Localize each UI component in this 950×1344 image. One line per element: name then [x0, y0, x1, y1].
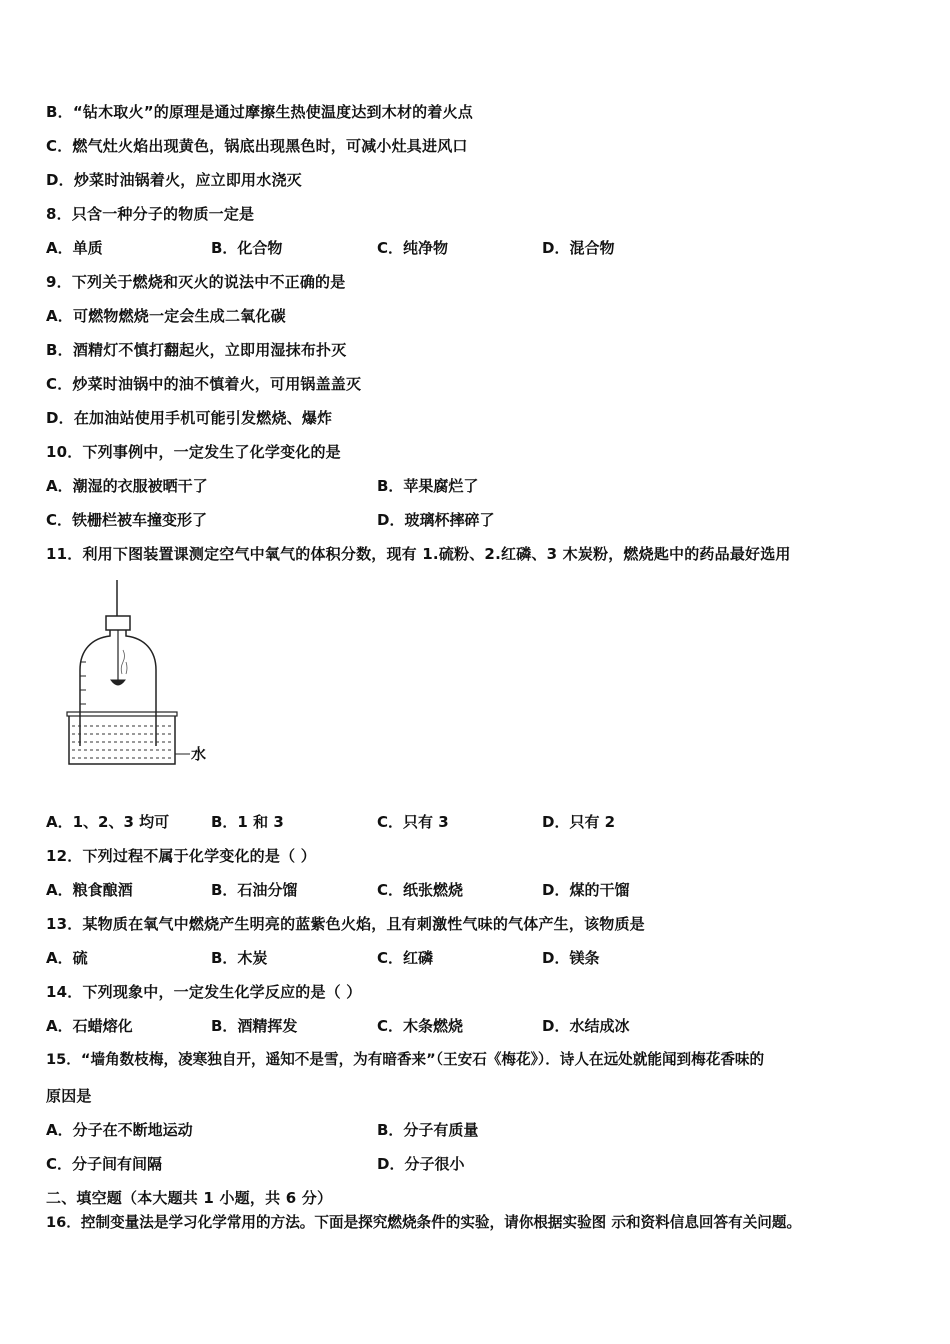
q8-option-d: D．混合物 — [542, 239, 615, 257]
water-label: 水 — [191, 745, 207, 763]
q15-option-a: A．分子在不断地运动 — [46, 1121, 193, 1139]
q15-stem-line1: 15．“墙角数枝梅，凌寒独自开，遥知不是雪，为有暗香来”（王安石《梅花》）．诗人在远处就能闻到梅花香味的 — [46, 1051, 765, 1068]
q9-option-c: C．炒菜时油锅中的油不慎着火，可用锅盖盖灭 — [46, 375, 362, 393]
q13-option-a: A．硫 — [46, 949, 88, 967]
q15-option-d: D．分子很小 — [377, 1155, 465, 1173]
q9-option-b: B．酒精灯不慎打翻起火，立即用湿抹布扑灭 — [46, 341, 347, 359]
q11-option-c: C．只有 3 — [377, 813, 449, 831]
q14-option-b: B．酒精挥发 — [211, 1017, 298, 1035]
q16-stem: 16．控制变量法是学习化学常用的方法。下面是探究燃烧条件的实验，请你根据实验图 示和资料信息回答有关问题。 — [46, 1214, 802, 1231]
q12-option-d: D．煤的干馏 — [542, 881, 630, 899]
q12-option-c: C．纸张燃烧 — [377, 881, 464, 899]
q13-option-b: B．木炭 — [211, 949, 268, 967]
q8-option-c: C．纯净物 — [377, 239, 449, 257]
q12-option-b: B．石油分馏 — [211, 881, 298, 899]
q14-option-d: D．水结成冰 — [542, 1017, 630, 1035]
q7-option-c: C．燃气灶火焰出现黄色，锅底出现黑色时，可减小灶具进风口 — [46, 137, 468, 155]
q10-stem: 10．下列事例中，一定发生了化学变化的是 — [46, 443, 341, 461]
q11-option-a: A．1、2、3 均可 — [46, 813, 170, 831]
q9-option-a: A．可燃物燃烧一定会生成二氧化碳 — [46, 307, 286, 325]
q12-option-a: A．粮食酿酒 — [46, 881, 133, 899]
q15-stem-line2: 原因是 — [46, 1087, 92, 1105]
section-2-heading: 二、填空题（本大题共 1 小题，共 6 分） — [46, 1189, 333, 1207]
q11-option-b: B．1 和 3 — [211, 813, 284, 831]
q15-option-c: C．分子间有间隔 — [46, 1155, 163, 1173]
q10-option-d: D．玻璃杯摔碎了 — [377, 511, 495, 529]
q11-option-d: D．只有 2 — [542, 813, 616, 831]
q9-stem: 9．下列关于燃烧和灭火的说法中不正确的是 — [46, 273, 346, 291]
q10-option-b: B．苹果腐烂了 — [377, 477, 479, 495]
q13-stem: 13．某物质在氧气中燃烧产生明亮的蓝紫色火焰，且有刺激性气味的气体产生，该物质是 — [46, 915, 645, 933]
q14-stem: 14．下列现象中，一定发生化学反应的是（ ） — [46, 983, 362, 1001]
q14-option-a: A．石蜡熔化 — [46, 1017, 133, 1035]
q13-option-c: C．红磷 — [377, 949, 434, 967]
q8-stem: 8．只含一种分子的物质一定是 — [46, 205, 255, 223]
q7-option-d: D．炒菜时油锅着火，应立即用水浇灭 — [46, 171, 302, 189]
q13-option-d: D．镁条 — [542, 949, 600, 967]
q12-stem: 12．下列过程不属于化学变化的是（ ） — [46, 847, 316, 865]
q10-option-a: A．潮湿的衣服被晒干了 — [46, 477, 208, 495]
q11-stem: 11．利用下图装置课测定空气中氧气的体积分数，现有 1.硫粉、2.红磷、3 木炭粉，燃烧匙中的药品最好选用 — [46, 545, 791, 563]
q15-option-b: B．分子有质量 — [377, 1121, 479, 1139]
q7-option-b: B．“钻木取火”的原理是通过摩擦生热使温度达到木材的着火点 — [46, 103, 473, 121]
q9-option-d: D．在加油站使用手机可能引发燃烧、爆炸 — [46, 409, 333, 427]
q14-option-c: C．木条燃烧 — [377, 1017, 464, 1035]
q10-option-c: C．铁栅栏被车撞变形了 — [46, 511, 208, 529]
q8-option-b: B．化合物 — [211, 239, 283, 257]
oxygen-measurement-apparatus-diagram — [62, 578, 222, 773]
q8-option-a: A．单质 — [46, 239, 103, 257]
